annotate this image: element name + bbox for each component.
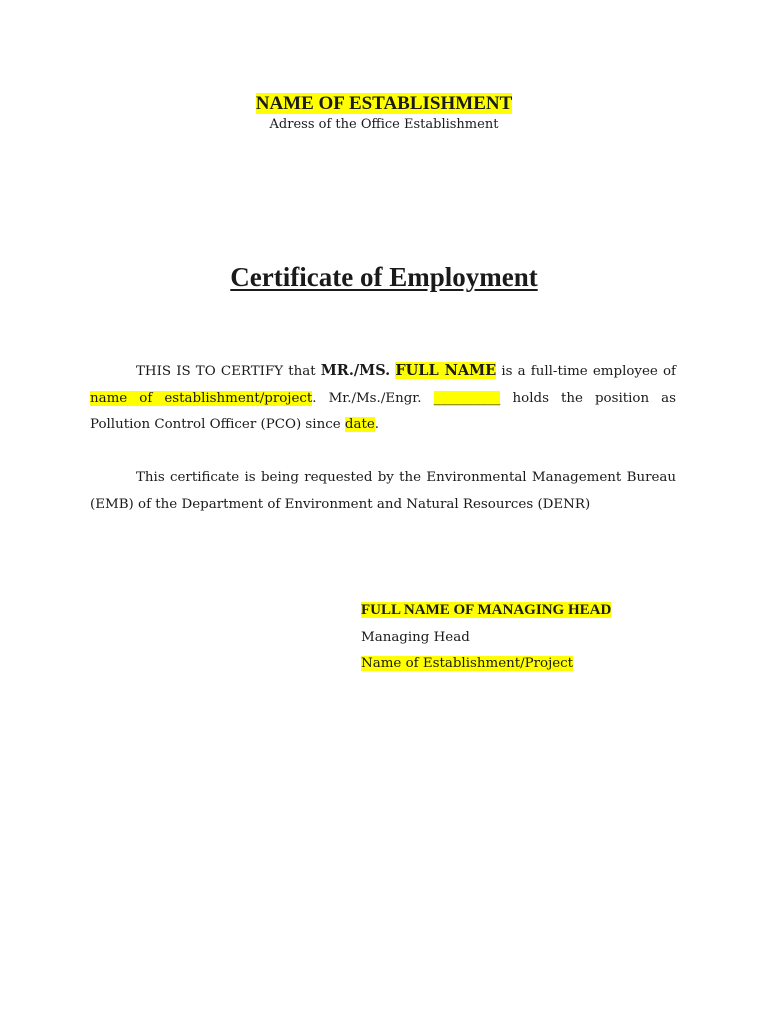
- sentence-end: .: [374, 417, 380, 432]
- managing-head-name-placeholder: FULL NAME OF MANAGING HEAD: [361, 602, 612, 618]
- establishment-name-text: NAME OF ESTABLISHMENT: [255, 93, 513, 114]
- date-placeholder: date: [344, 417, 375, 432]
- honorific-text: MR./MS.: [320, 362, 391, 379]
- certification-paragraph: [90, 358, 676, 439]
- signatory-establishment-placeholder: Name of Establishment/Project: [361, 656, 574, 671]
- establishment-project-placeholder: name of establishment/project: [90, 390, 313, 406]
- name-blank-placeholder: __________: [433, 390, 501, 406]
- establishment-name-heading: [0, 92, 768, 116]
- certify-lead-text: THIS IS TO CERTIFY that: [136, 364, 321, 379]
- establishment-address: Adress of the Office Establishment: [269, 117, 499, 132]
- title-prefix-text: . Mr./Ms./Engr.: [312, 390, 434, 406]
- signatory-block: [361, 597, 681, 678]
- request-paragraph: This certificate is being requested by the Environmental Management Bureau (EMB) of the Department of Environment and Natural Resources (DENR): [90, 470, 676, 512]
- position-text: holds the position as Pollution Control Officer (PCO) since: [90, 390, 676, 432]
- document-title: Certificate of Employment: [230, 262, 538, 292]
- managing-head-title: Managing Head: [361, 629, 470, 645]
- employee-of-text: is a full-time employee of: [496, 364, 676, 379]
- employee-full-name-placeholder: FULL NAME: [395, 362, 497, 379]
